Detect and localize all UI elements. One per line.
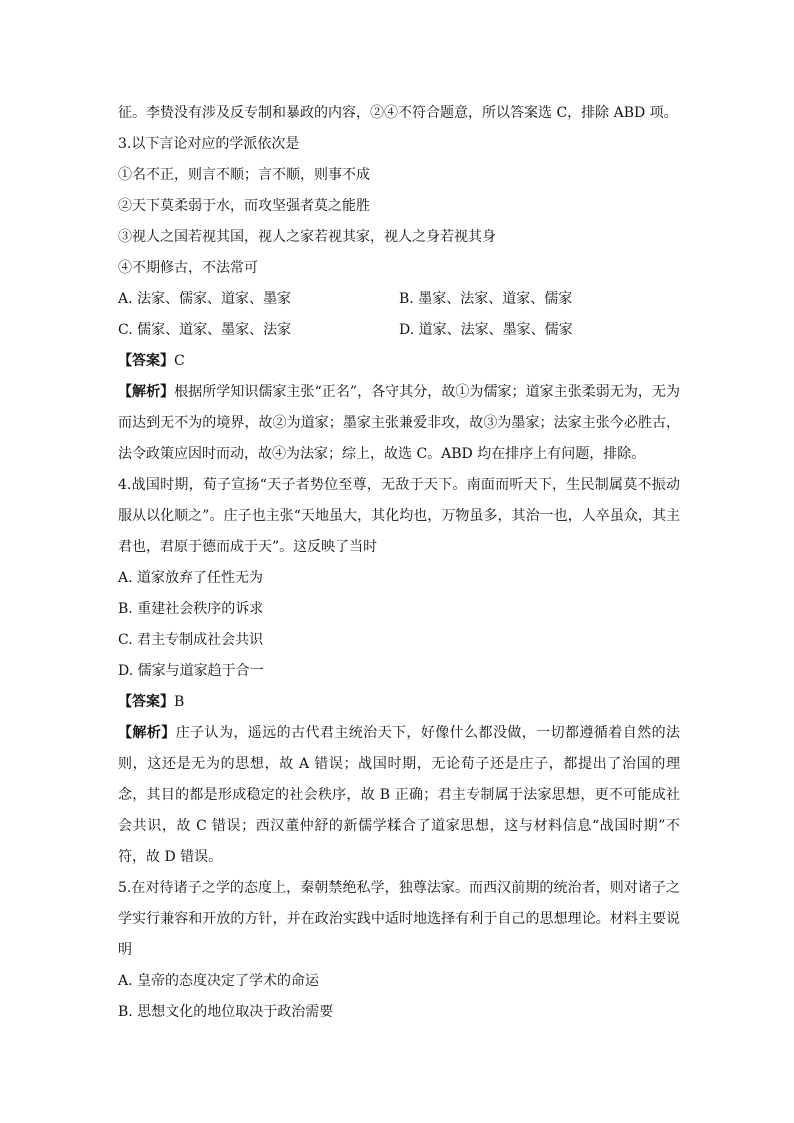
q3-analysis-text: 根据所学知识儒家主张“正名”，各守其分，故①为儒家；道家主张柔弱无为，无为而达到无不为的境界，故②为道家；墨家主张兼爱非攻，故③为墨家；法家主张今必胜古，法令政策应因时而动，故④为法家；综上，故选 C。ABD 均在排序上有问题，排除。 (118, 384, 681, 462)
q4-analysis-tag: 【解析】 (118, 725, 176, 741)
q4-analysis (118, 718, 680, 873)
q2-analysis-tail: 征。李贽没有涉及反专制和暴政的内容，②④不符合题意，所以答案选 C，排除 ABD 项。 (118, 105, 678, 121)
q4-option-b[interactable]: B. 重建社会秩序的诉求 (118, 601, 264, 617)
q3-stem: 3.以下言论对应的学派依次是 (118, 136, 300, 152)
q3-options-row-1 (118, 284, 680, 315)
q4-option-c[interactable]: C. 君主专制成社会共识 (118, 632, 264, 648)
q3-answer (118, 346, 680, 377)
q4-answer-value: B (174, 694, 185, 710)
q3-analysis (118, 377, 680, 470)
q4-answer (118, 687, 680, 718)
q4-analysis-text: 庄子认为，遥远的古代君主统治天下，好像什么都没做，一切都遵循着自然的法则，这还是无为的思想，故 A 错误；战国时期，无论荀子还是庄子，都提出了治国的理念，其目的都是形成稳定的社会秩序，故 B 正确；君主专制属于法家思想，更不可能成社会共识，故 C 错误；西汉董仲舒的新儒学糅合了道家思想，这与材料信息“战国时期”不符，故 D 错误。 (118, 725, 681, 865)
q3-answer-value: C (174, 353, 185, 369)
q3-item-2: ②天下莫柔弱于水，而攻坚强者莫之能胜 (118, 198, 370, 214)
q3-option-d[interactable]: D. 道家、法家、墨家、儒家 (399, 322, 573, 338)
q3-option-c[interactable]: C. 儒家、道家、墨家、法家 (118, 322, 292, 338)
q4-answer-tag: 【答案】 (118, 694, 174, 710)
q3-analysis-tag: 【解析】 (118, 384, 175, 400)
q3-option-a[interactable]: A. 法家、儒家、道家、墨家 (118, 291, 292, 307)
q5-stem: 5.在对待诸子之学的态度上，秦朝禁绝私学，独尊法家。而西汉前期的统治者，则对诸子之学实行兼容和开放的方针，并在政治实践中适时地选择有利于自己的思想理论。材料主要说明 (118, 880, 680, 958)
q4-option-d[interactable]: D. 儒家与道家趋于合一 (118, 663, 264, 679)
q5-option-b[interactable]: B. 思想文化的地位取决于政治需要 (118, 1004, 334, 1020)
q3-item-4: ④不期修古，不法常可 (118, 260, 258, 276)
q3-option-b[interactable]: B. 墨家、法家、道家、儒家 (399, 291, 573, 307)
q4-option-a[interactable]: A. 道家放弃了任性无为 (118, 570, 264, 586)
q3-answer-tag: 【答案】 (118, 353, 174, 369)
q4-stem: 4.战国时期，荀子宣扬“天子者势位至尊，无敌于天下。南面而听天下，生民制属莫不振动服从以化顺之”。庄子也主张“天地虽大，其化均也，万物虽多，其治一也，人卒虽众，其主君也，君原于德而成于天”。这反映了当时 (118, 477, 680, 555)
q3-item-1: ①名不正，则言不顺；言不顺，则事不成 (118, 167, 370, 183)
q3-item-3: ③视人之国若视其国，视人之家若视其家，视人之身若视其身 (118, 229, 496, 245)
document-page (118, 98, 680, 1028)
q5-option-a[interactable]: A. 皇帝的态度决定了学术的命运 (118, 973, 320, 989)
q3-options-row-2 (118, 315, 680, 346)
